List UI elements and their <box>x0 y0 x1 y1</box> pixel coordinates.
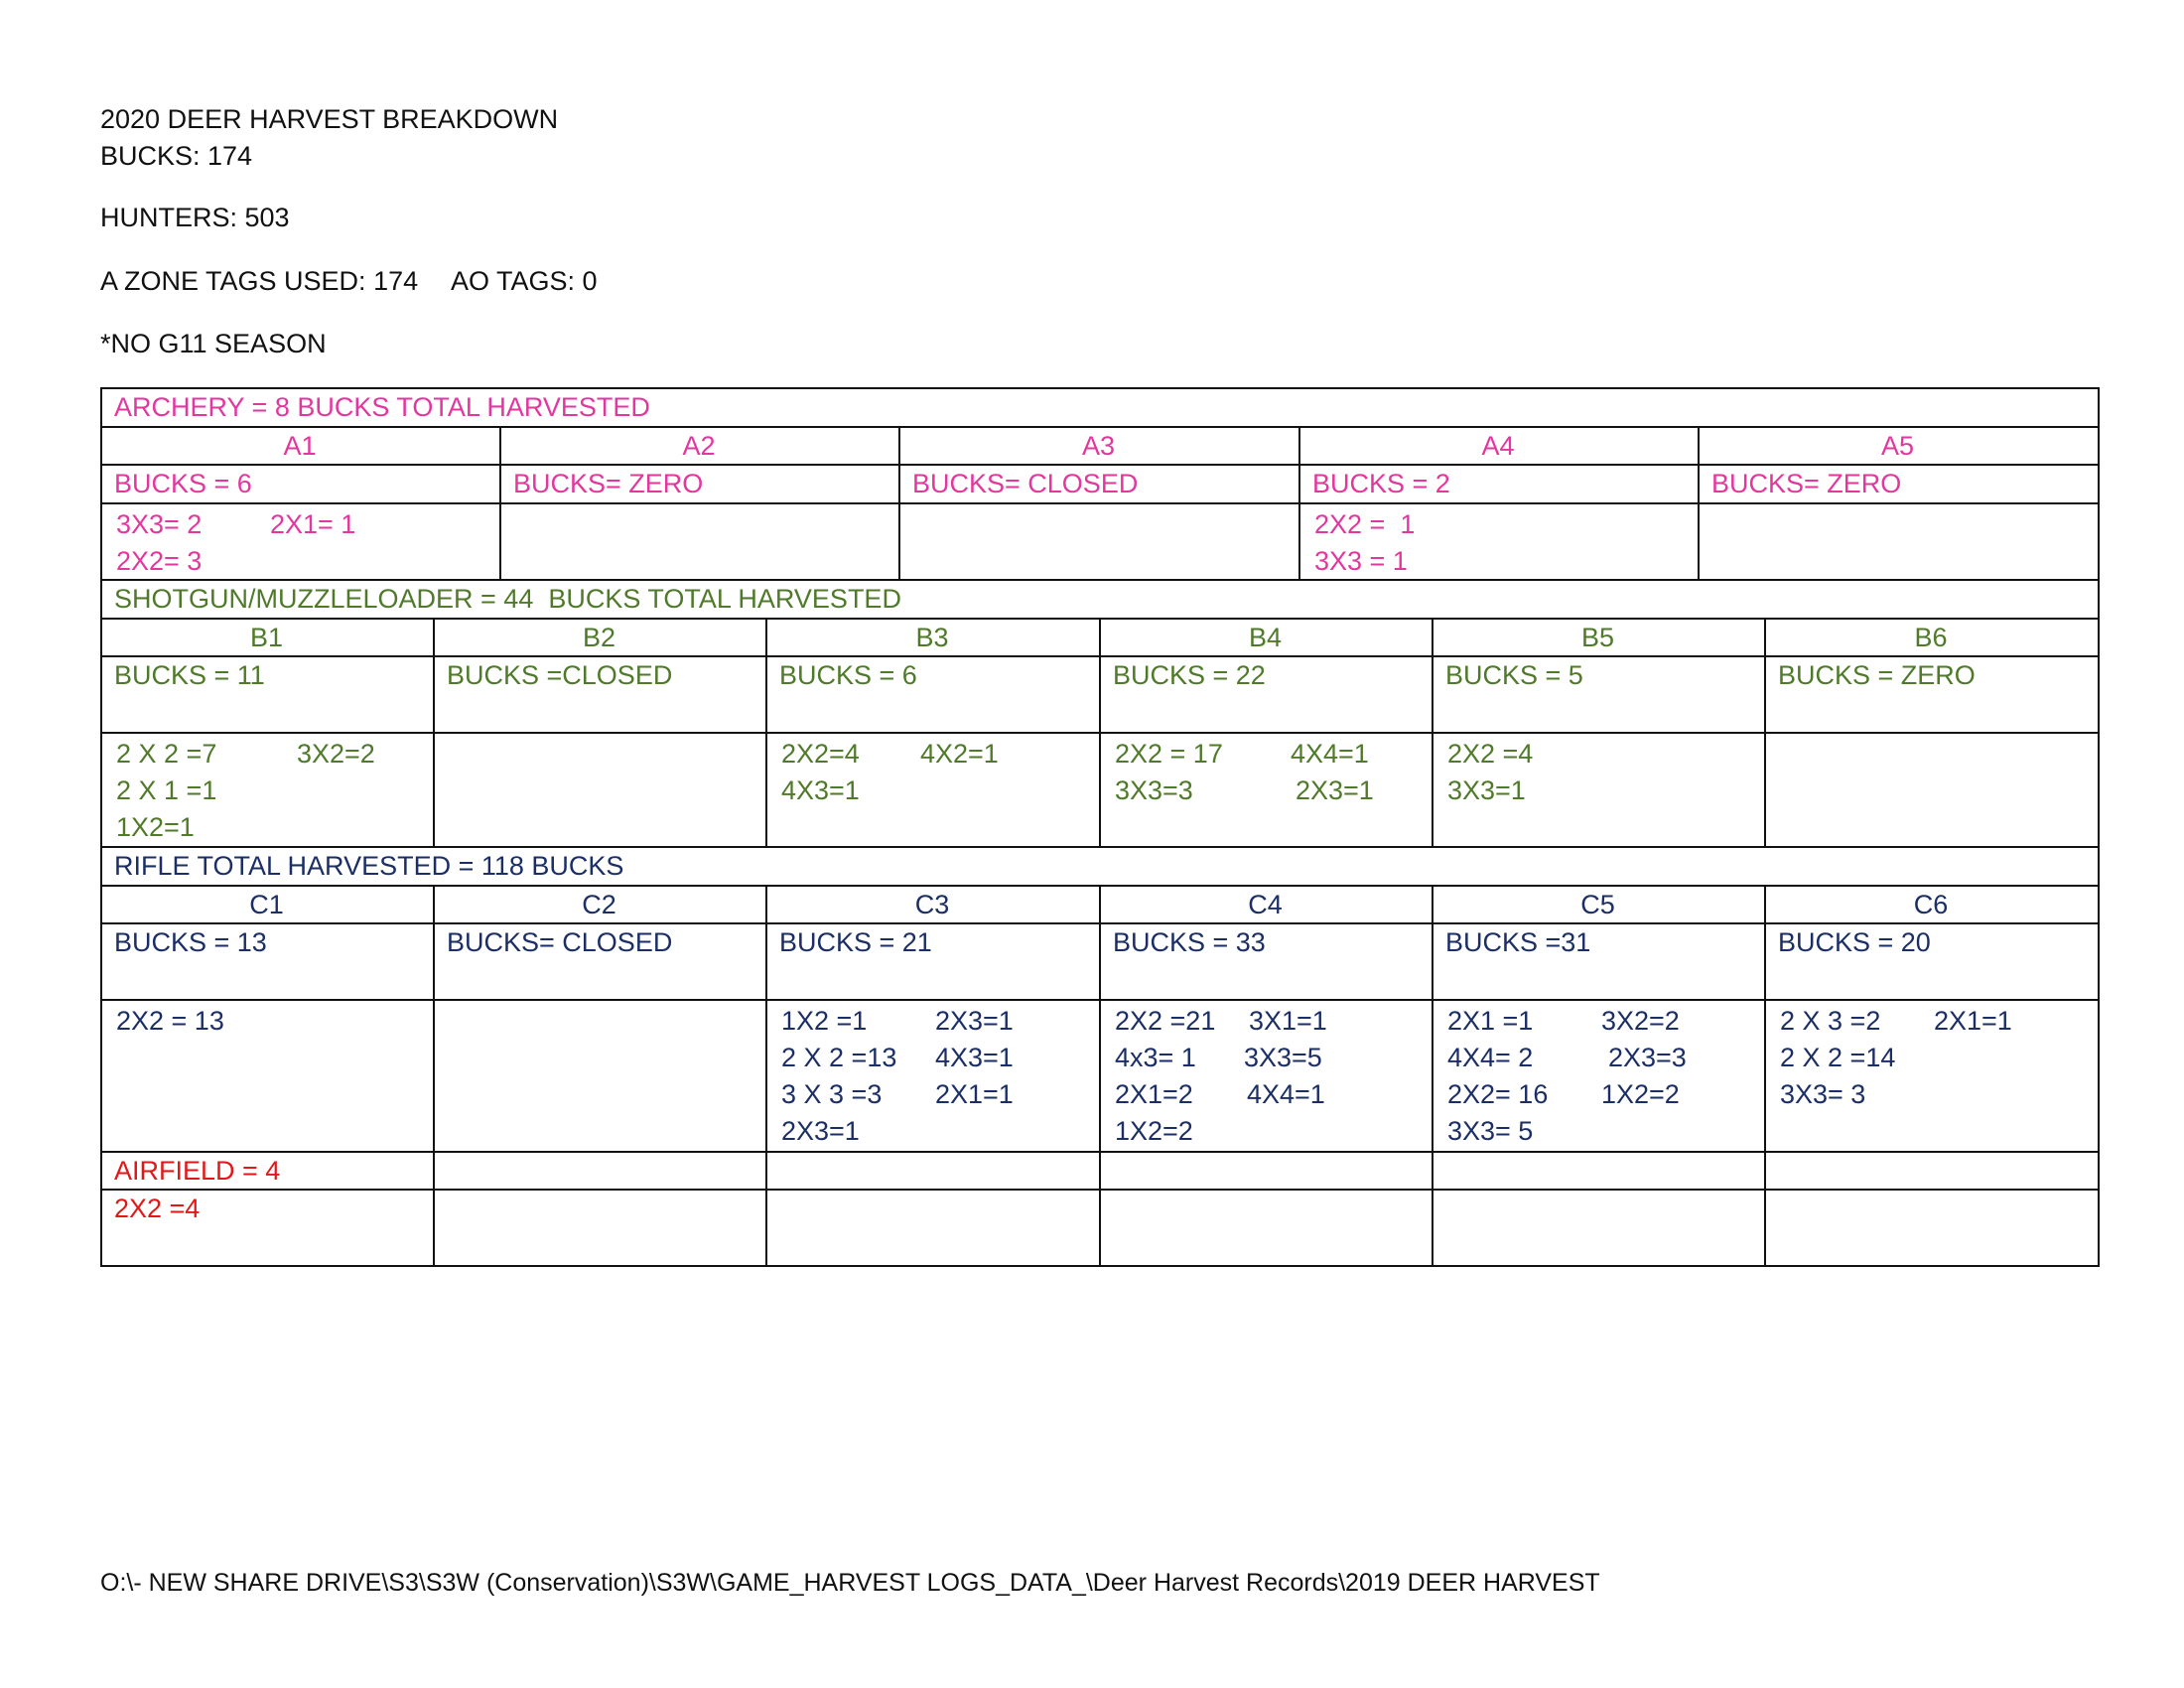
zone-header: C4 <box>1248 890 1283 919</box>
detail-entry: 2X1=1 <box>935 1079 1014 1109</box>
zone-bucks: BUCKS = 6 <box>779 660 917 690</box>
detail-entry: 2X3=3 <box>1608 1043 1687 1072</box>
detail-entry: 3X3=5 <box>1244 1043 1322 1072</box>
zone-bucks: BUCKS= CLOSED <box>912 469 1139 498</box>
detail-entry: 4X4=1 <box>1247 1079 1325 1109</box>
hunters-total: HUNTERS: 503 <box>100 203 290 232</box>
zone-bucks: BUCKS =31 <box>1445 927 1591 957</box>
ao-tags: AO TAGS: 0 <box>451 266 598 296</box>
zone-header: B4 <box>1248 623 1283 652</box>
detail-entry: 4X4= 2 <box>1447 1043 1534 1072</box>
detail-entry: 2 X 2 =7 <box>116 739 217 769</box>
zone-header: B6 <box>1914 623 1948 652</box>
table-rule <box>100 1265 2100 1267</box>
zone-bucks: BUCKS= ZERO <box>1711 469 1902 498</box>
zone-header: A3 <box>1081 431 1116 461</box>
detail-entry: 2X1 =1 <box>1447 1006 1534 1036</box>
detail-entry: 3X3= 2 <box>116 509 203 539</box>
detail-entry: 2X2 =4 <box>1447 739 1534 769</box>
detail-entry: 2X2= 3 <box>116 546 203 576</box>
season-note: *NO G11 SEASON <box>100 329 327 358</box>
detail-entry: 1X2=2 <box>1601 1079 1680 1109</box>
zone-bucks: BUCKS = 2 <box>1312 469 1450 498</box>
detail-entry: 2X2=4 <box>781 739 860 769</box>
detail-entry: 3X2=2 <box>297 739 375 769</box>
zone-header: B1 <box>249 623 284 652</box>
zone-bucks: BUCKS = 22 <box>1113 660 1266 690</box>
zone-header: A5 <box>1880 431 1915 461</box>
zone-header: A2 <box>682 431 716 461</box>
zone-bucks: BUCKS =CLOSED <box>447 660 673 690</box>
zone-header: C5 <box>1580 890 1615 919</box>
detail-entry: 2X3=1 <box>1296 775 1374 805</box>
detail-entry: 2X2 = 13 <box>116 1006 224 1036</box>
detail-entry: 2X1= 1 <box>270 509 356 539</box>
detail-entry: 4x3= 1 <box>1115 1043 1196 1072</box>
file-path: O:\- NEW SHARE DRIVE\S3\S3W (Conservation)\S3W\GAME_HARVEST LOGS_DATA_\Deer Harvest Records\2019 DEER HARVEST <box>100 1569 1600 1597</box>
zone-bucks: BUCKS = 20 <box>1778 927 1931 957</box>
zone-bucks: BUCKS = 13 <box>114 927 267 957</box>
detail-entry: 2X2= 16 <box>1447 1079 1549 1109</box>
detail-entry: 2 X 3 =2 <box>1780 1006 1881 1036</box>
detail-entry: 2 X 2 =13 <box>781 1043 897 1072</box>
detail-entry: 3X3=1 <box>1447 775 1526 805</box>
zone-bucks: BUCKS = 6 <box>114 469 252 498</box>
zone-header: C6 <box>1913 890 1949 919</box>
table-rule <box>100 502 2100 504</box>
detail-entry: 2X2 = 17 <box>1115 739 1223 769</box>
rifle-title: RIFLE TOTAL HARVESTED = 118 BUCKS <box>114 851 624 881</box>
detail-entry: 4X2=1 <box>920 739 999 769</box>
zone-bucks: BUCKS = ZERO <box>1778 660 1976 690</box>
shotgun-title: SHOTGUN/MUZZLELOADER = 44 BUCKS TOTAL HARVESTED <box>114 584 901 614</box>
detail-entry: 1X2=2 <box>1115 1116 1193 1146</box>
detail-entry: 2X1=1 <box>1934 1006 2012 1036</box>
zone-header: C3 <box>914 890 950 919</box>
detail-entry: 2 X 1 =1 <box>116 775 217 805</box>
airfield-detail: 2X2 =4 <box>114 1194 201 1223</box>
detail-entry: 1X2=1 <box>116 812 195 842</box>
detail-entry: 3 X 3 =3 <box>781 1079 883 1109</box>
airfield-title: AIRFIELD = 4 <box>114 1156 281 1186</box>
zone-header: B3 <box>915 623 949 652</box>
detail-entry: 2X3=1 <box>781 1116 860 1146</box>
detail-entry: 2X1=2 <box>1115 1079 1193 1109</box>
zone-bucks: BUCKS= CLOSED <box>447 927 673 957</box>
zone-bucks: BUCKS = 21 <box>779 927 932 957</box>
detail-entry: 3X1=1 <box>1249 1006 1327 1036</box>
page-title: 2020 DEER HARVEST BREAKDOWN <box>100 104 559 134</box>
archery-title: ARCHERY = 8 BUCKS TOTAL HARVESTED <box>114 392 650 422</box>
table-rule <box>2098 387 2100 1265</box>
detail-entry: 3X3 = 1 <box>1314 546 1408 576</box>
detail-entry: 3X3= 3 <box>1780 1079 1866 1109</box>
detail-entry: 2X3=1 <box>935 1006 1014 1036</box>
detail-entry: 3X3=3 <box>1115 775 1193 805</box>
table-rule <box>100 387 102 1265</box>
detail-entry: 4X3=1 <box>781 775 860 805</box>
bucks-total: BUCKS: 174 <box>100 141 253 171</box>
detail-entry: 3X3= 5 <box>1447 1116 1534 1146</box>
detail-entry: 1X2 =1 <box>781 1006 868 1036</box>
zone-header: C1 <box>249 890 284 919</box>
zone-bucks: BUCKS = 33 <box>1113 927 1266 957</box>
zone-header: B5 <box>1580 623 1615 652</box>
a-zone-tags: A ZONE TAGS USED: 174 <box>100 266 419 296</box>
detail-entry: 2 X 2 =14 <box>1780 1043 1896 1072</box>
zone-bucks: BUCKS= ZERO <box>513 469 704 498</box>
zone-header: B2 <box>582 623 616 652</box>
detail-entry: 4X3=1 <box>935 1043 1014 1072</box>
zone-header: A1 <box>283 431 317 461</box>
detail-entry: 3X2=2 <box>1601 1006 1680 1036</box>
zone-header: A4 <box>1481 431 1515 461</box>
detail-entry: 2X2 = 1 <box>1314 509 1416 539</box>
detail-entry: 2X2 =21 <box>1115 1006 1216 1036</box>
zone-header: C2 <box>582 890 616 919</box>
detail-entry: 4X4=1 <box>1291 739 1369 769</box>
zone-bucks: BUCKS = 11 <box>114 660 265 690</box>
zone-bucks: BUCKS = 5 <box>1445 660 1583 690</box>
